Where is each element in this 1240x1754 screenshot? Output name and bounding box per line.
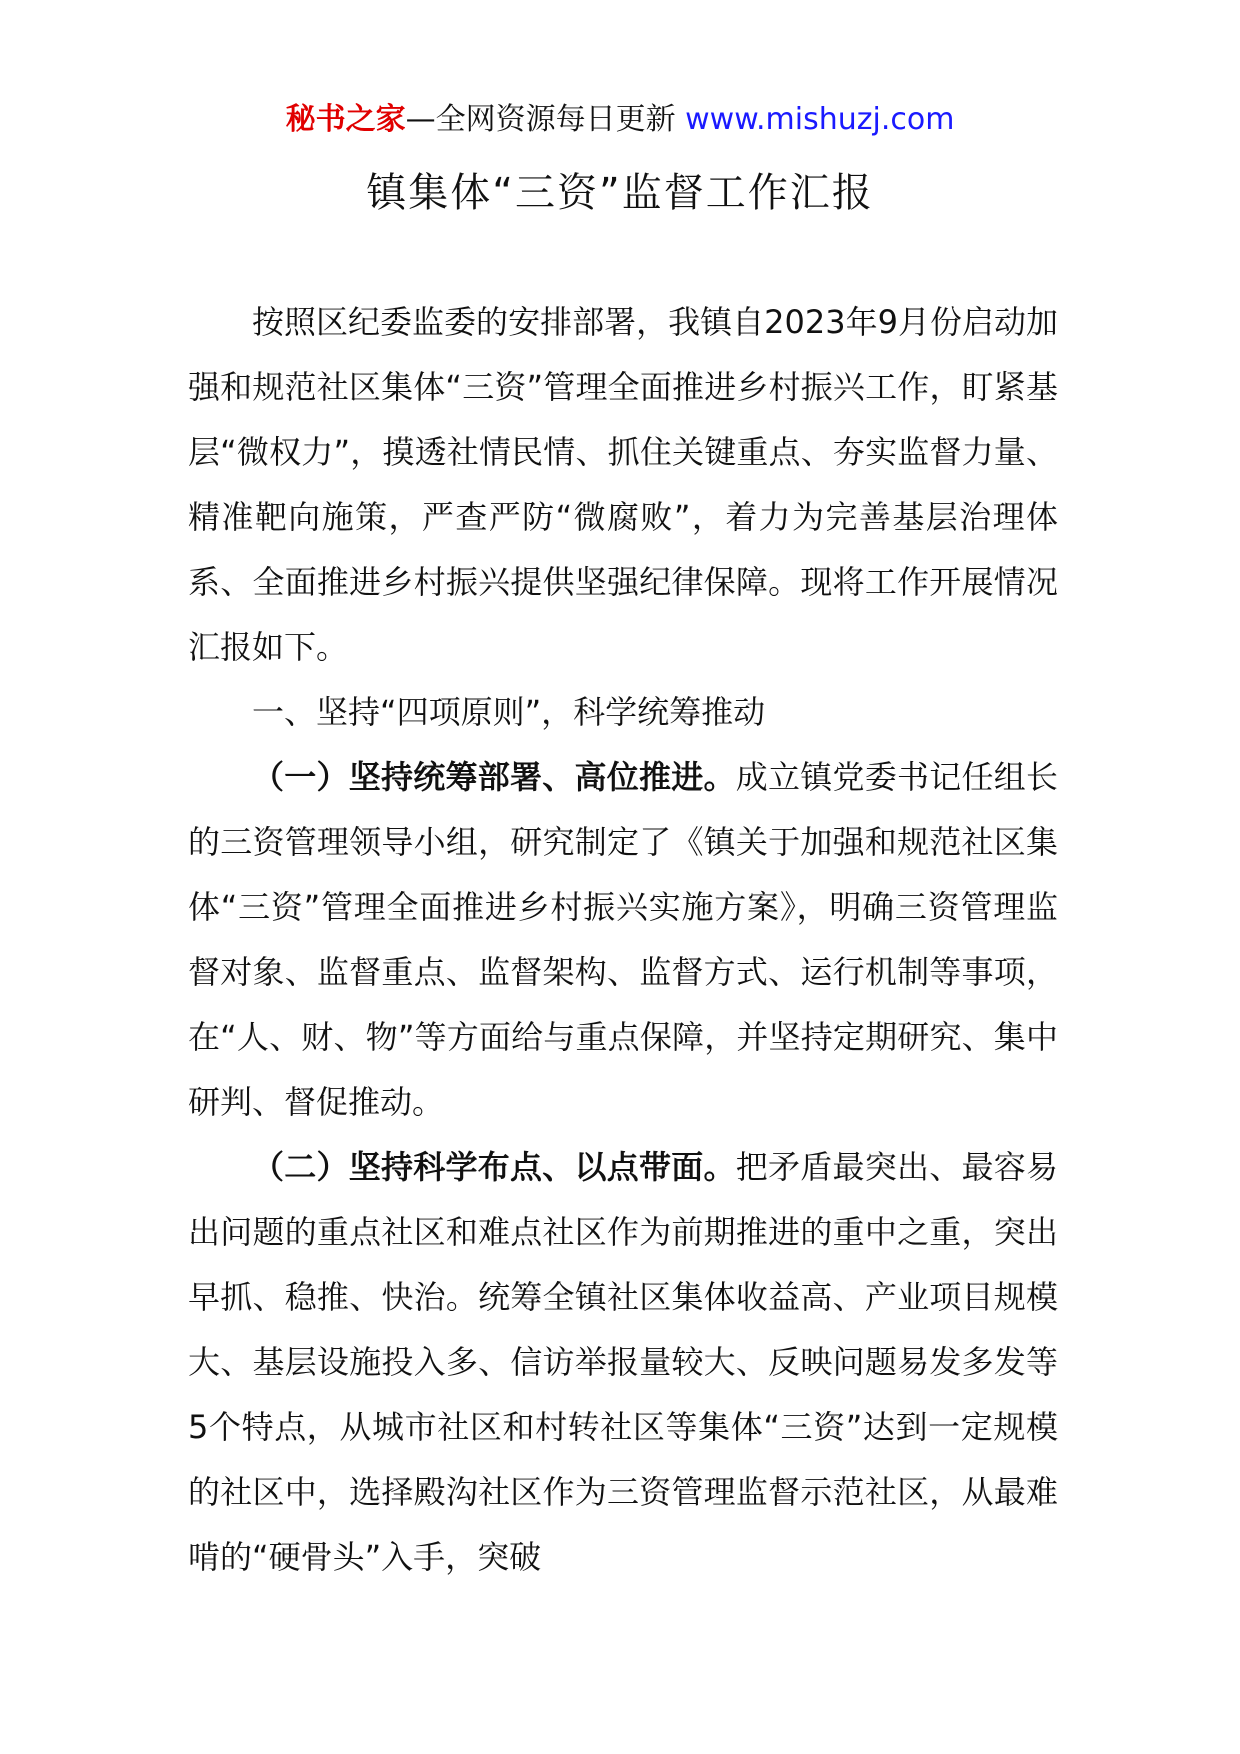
item-text: 成立镇党委书记任组长的三资管理领导小组，研究制定了《镇关于加强和规范社区集体“三资”管理全面推进乡村振兴实施方案》，明确三资管理监督对象、监督重点、监督架构、监督方式、运行机制等事项，在“人、财、物”等方面给与重点保障，并坚持定期研究、集中研判、督促推动。 (188, 758, 1058, 1121)
document-body (188, 290, 1058, 1590)
item-lead: （二）坚持科学布点、以点带面。 (252, 1148, 736, 1186)
section-item (188, 745, 1058, 1135)
intro-text: 按照区纪委监委的安排部署，我镇自2023年9月份启动加强和规范社区集体“三资”管理全面推进乡村振兴工作，盯紧基层“微权力”，摸透社情民情、抓住关键重点、夯实监督力量、精准靶向施策，严查严防“微腐败”，着力为完善基层治理体系、全面推进乡村振兴提供坚强纪律保障。现将工作开展情况汇报如下。 (188, 303, 1058, 666)
item-text: 把矛盾最突出、最容易出问题的重点社区和难点社区作为前期推进的重中之重，突出早抓、稳推、快治。统筹全镇社区集体收益高、产业项目规模大、基层设施投入多、信访举报量较大、反映问题易发多发等5个特点，从城市社区和村转社区等集体“三资”达到一定规模的社区中，选择殿沟社区作为三资管理监督示范社区，从最难啃的“硬骨头”入手，突破 (188, 1148, 1058, 1576)
section-heading: 一、坚持“四项原则”，科学统筹推动 (252, 693, 766, 731)
brand-name: 秘书之家 (285, 102, 406, 137)
site-link[interactable]: www.mishuzj.com (685, 102, 955, 137)
site-banner (0, 100, 1240, 140)
section-item (188, 1135, 1058, 1590)
banner-slogan: —全网资源每日更新 (405, 102, 676, 137)
item-lead: （一）坚持统筹部署、高位推进。 (252, 758, 736, 796)
intro-paragraph (188, 290, 1058, 680)
document-title: 镇集体“三资”监督工作汇报 (366, 170, 874, 216)
